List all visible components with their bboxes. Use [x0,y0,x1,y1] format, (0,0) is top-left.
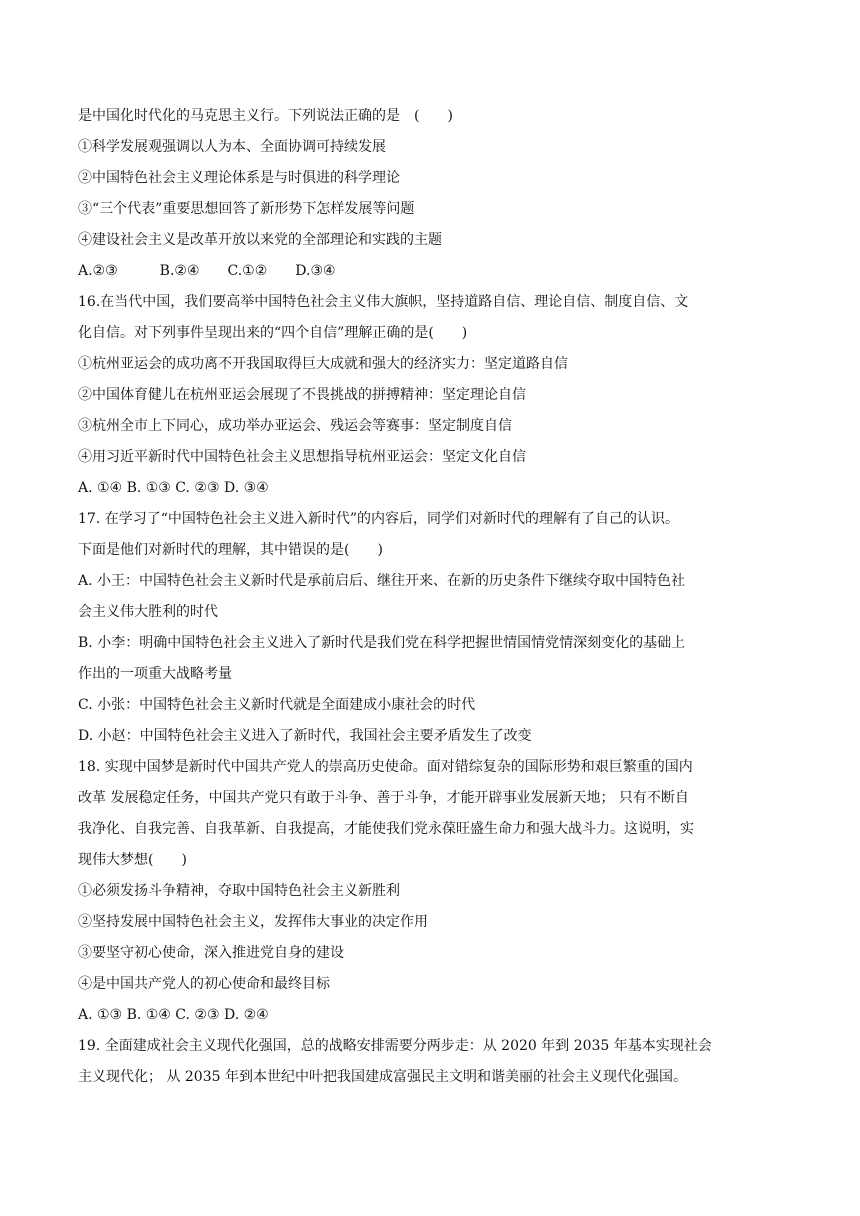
text-line: 会主义伟大胜利的时代 [78,604,218,620]
text-line: ②坚持发展中国特色社会主义，发挥伟大事业的决定作用 [78,914,428,930]
text-line: ④建设社会主义是改革开放以来党的全部理论和实践的主题 [78,232,442,248]
text-line: D. 小赵：中国特色社会主义进入了新时代，我国社会主要矛盾发生了改变 [78,728,532,744]
question-16: 16.在当代中国，我们要高举中国特色社会主义伟大旗帜，坚持道路自信、理论自信、制度自信、文 [78,294,689,310]
text-line: 现伟大梦想( ) [78,852,187,868]
text-line: A. 小王：中国特色社会主义新时代是承前启后、继往开来、在新的历史条件下继续夺取中国特色社 [78,573,686,589]
text-line: ③“三个代表”重要思想回答了新形势下怎样发展等问题 [78,201,415,217]
text-line: ③要坚守初心使命，深入推进党自身的建设 [78,945,344,961]
text-line: ①必须发扬斗争精神，夺取中国特色社会主义新胜利 [78,883,400,899]
text-line: ②中国特色社会主义理论体系是与时俱进的科学理论 [78,170,400,186]
text-line: B. 小李：明确中国特色社会主义进入了新时代是我们党在科学把握世情国情党情深刻变化的基础上 [78,635,686,651]
question-18: 18. 实现中国梦是新时代中国共产党人的崇高历史使命。面对错综复杂的国际形势和艰巨繁重的国内 [78,759,693,775]
document-body [78,101,788,1093]
text-line: ④是中国共产党人的初心使命和最终目标 [78,976,330,992]
question-19: 19. 全面建成社会主义现代化强国，总的战略安排需要分两步走：从 2020 年到 2035 年基本实现社会 [78,1038,712,1054]
text-line: 主义现代化； 从 2035 年到本世纪中叶把我国建成富强民主文明和谐美丽的社会主义现代化强国。 [78,1069,687,1085]
answer-options: A.②③ B.②④ C.①② D.③④ [78,263,336,279]
text-line: 改革 发展稳定任务，中国共产党只有敢于斗争、善于斗争，才能开辟事业发展新天地； 只有不断自 [78,790,689,806]
text-line: ①科学发展观强调以人为本、全面协调可持续发展 [78,139,386,155]
text-line: 作出的一项重大战略考量 [78,666,232,682]
answer-options: A. ①④ B. ①③ C. ②③ D. ③④ [78,480,269,496]
text-line: ①杭州亚运会的成功离不开我国取得巨大成就和强大的经济实力：坚定道路自信 [78,356,568,372]
text-line: 是中国化时代化的马克思主义行。下列说法正确的是 ( ) [78,108,453,124]
answer-options: A. ①③ B. ①④ C. ②③ D. ②④ [78,1007,269,1023]
text-line: ④用习近平新时代中国特色社会主义思想指导杭州亚运会：坚定文化自信 [78,449,526,465]
text-line: 下面是他们对新时代的理解，其中错误的是( ) [78,542,383,558]
text-line: 化自信。对下列事件呈现出来的“四个自信”理解正确的是( ) [78,325,468,341]
text-line: C. 小张：中国特色社会主义新时代就是全面建成小康社会的时代 [78,697,476,713]
text-line: ③杭州全市上下同心，成功举办亚运会、残运会等赛事：坚定制度自信 [78,418,512,434]
question-17: 17. 在学习了“中国特色社会主义进入新时代”的内容后，同学们对新时代的理解有了自己的认识。 [78,511,680,527]
text-line: 我净化、自我完善、自我革新、自我提高，才能使我们党永葆旺盛生命力和强大战斗力。这说明，实 [78,821,694,837]
text-line: ②中国体育健儿在杭州亚运会展现了不畏挑战的拼搏精神：坚定理论自信 [78,387,526,403]
